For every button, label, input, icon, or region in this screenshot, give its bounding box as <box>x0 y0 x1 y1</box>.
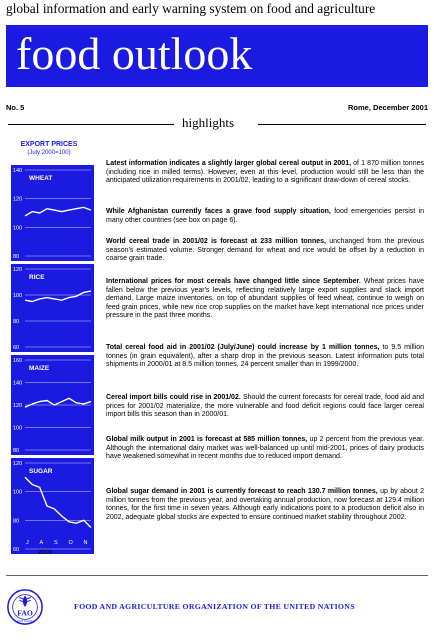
y-tick-label: 120 <box>13 403 23 409</box>
paragraph-body: up by about 2 million tonnes from the previous year, and overtaking annual production, now forecast at 129.4 million tonnes, for the first time in seven years. Although early indications point to a production deficit also in 2002, adequate global stocks are expected to ensure continued market stability throughout 2002. <box>106 488 424 521</box>
y-tick-label: 100 <box>13 425 23 432</box>
fao-logo <box>6 588 44 626</box>
chart-title: SUGAR <box>29 468 53 475</box>
masthead-banner <box>6 25 428 87</box>
paragraph-lead: Total cereal food aid in 2001/02 (July/June) could increase by 1 million tonnes, <box>106 344 380 351</box>
export-prices-title: EXPORT PRICES <box>20 141 78 148</box>
paragraph-lead: World cereal trade in 2001/02 is forecast at 233 million tonnes, <box>106 238 326 245</box>
y-tick-label: 60 <box>13 345 20 351</box>
chart-title: MAIZE <box>29 365 50 372</box>
paragraph-lead: Cereal import bills could rise in 2001/02. <box>106 394 241 401</box>
series-line <box>25 398 91 407</box>
month-label: J <box>26 540 30 546</box>
paragraph <box>106 394 424 420</box>
month-label: S <box>53 540 59 546</box>
paragraph-lead: Latest information indicates a slightly larger global cereal output in 2001, <box>106 160 352 167</box>
series-line <box>25 207 91 216</box>
year-label: 2001 <box>38 549 53 556</box>
y-tick-label: 60 <box>13 547 20 553</box>
paragraph-lead: International prices for most cereals have changed little since September. <box>106 278 361 285</box>
paragraph-body: up 2 percent from the previous year. Although the international dairy market was well-balanced up until mid-2001, prices of dairy products have weakened somewhat in recent months due to reduced import demand. <box>106 436 424 460</box>
y-tick-label: 80 <box>13 319 20 325</box>
chart-panel-rice <box>11 264 94 352</box>
paragraph <box>106 488 424 522</box>
month-label: A <box>39 540 44 546</box>
month-axis <box>26 540 88 546</box>
series-line <box>25 291 91 301</box>
footer-rule <box>6 575 428 576</box>
masthead-title: food outlook <box>16 28 253 79</box>
y-tick-label: 80 <box>13 448 20 454</box>
y-tick-label: 100 <box>13 293 23 299</box>
y-tick-label: 120 <box>13 267 23 273</box>
paragraph-body: food emergencies persist in many other countries (see box on page 6). <box>106 208 424 224</box>
export-prices-subtitle: (July 2000=100) <box>27 150 71 156</box>
month-label: O <box>68 540 74 546</box>
chart-title: RICE <box>29 274 45 281</box>
paragraph <box>106 436 424 462</box>
paragraph-lead: While Afghanistan currently faces a grave food supply situation, <box>106 208 331 215</box>
issue-number: No. 5 <box>6 103 25 112</box>
organization-name: FOOD AND AGRICULTURE ORGANIZATION OF THE UNITED NATIONS <box>74 602 355 611</box>
paragraph-body: unchanged from the previous season's estimated volume. Stronger demand for wheat and rice would be offset by a reduction in coarse grain trade. <box>106 238 424 262</box>
paragraph <box>106 238 424 264</box>
y-tick-label: 100 <box>13 225 23 232</box>
y-tick-label: 100 <box>13 489 23 496</box>
logo-text: FAO <box>17 608 33 618</box>
paragraph <box>106 208 424 225</box>
chart-rice <box>11 264 94 352</box>
chart-panel-maize <box>11 355 94 455</box>
paragraph-body: to 9.5 million tonnes (in grain equivalent), after a sharp drop in the previous season. Latest information puts total shipments in 2000/01 at 8.5 million tonnes, 24 percent smaller than in 1999/2000. <box>106 344 424 368</box>
month-label: N <box>83 540 88 546</box>
section-rule-right <box>258 124 426 125</box>
paragraph-body: Wheat prices have fallen below the previous year's levels, reflecting relatively large export supplies and slack import demand. Large maize inventories, on top of abundant supplies of feed wheat, continue to weigh on feed grain prices, while new rice crop supplies on the market have kept international rice prices under pressure in the past three months. <box>106 278 424 319</box>
y-tick-label: 140 <box>13 168 23 174</box>
y-tick-label: 120 <box>13 196 23 203</box>
section-rule-left <box>8 124 174 125</box>
dateline: Rome, December 2001 <box>347 103 428 112</box>
chart-panel-wheat <box>11 165 94 261</box>
chart-wheat <box>11 165 94 261</box>
y-tick-label: 120 <box>13 461 23 467</box>
paragraph-lead: Global milk output in 2001 is forecast at 585 million tonnes, <box>106 436 308 443</box>
series-line <box>25 477 91 527</box>
logo-motto: FIAT PANIS <box>17 619 33 624</box>
paragraph <box>106 278 424 321</box>
y-tick-label: 80 <box>13 254 20 260</box>
section-title: highlights <box>182 115 235 130</box>
paragraph <box>106 160 424 186</box>
chart-title: WHEAT <box>29 175 53 182</box>
y-tick-label: 160 <box>13 358 23 364</box>
tagline: global information and early warning system on food and agriculture <box>6 1 376 16</box>
y-tick-label: 140 <box>13 380 23 387</box>
paragraph <box>106 344 424 370</box>
y-tick-label: 80 <box>13 518 20 525</box>
paragraph-body: Should the current forecasts for cereal trade, food aid and prices for 2001/02 materialize, the more vulnerable and food deficit regions could face larger cereal import bills this season than in 2000/01. <box>106 394 424 418</box>
paragraph-body: of 1 870 million tonnes (including rice in milled terms). However, even at this level, production would still be less than the anticipated utilization requirements in 2001/02, leading to a significant draw-down of cereal stocks. <box>106 160 424 184</box>
paragraph-lead: Global sugar demand in 2001 is currently forecast to reach 130.7 million tonnes, <box>106 488 378 495</box>
chart-maize <box>11 355 94 455</box>
